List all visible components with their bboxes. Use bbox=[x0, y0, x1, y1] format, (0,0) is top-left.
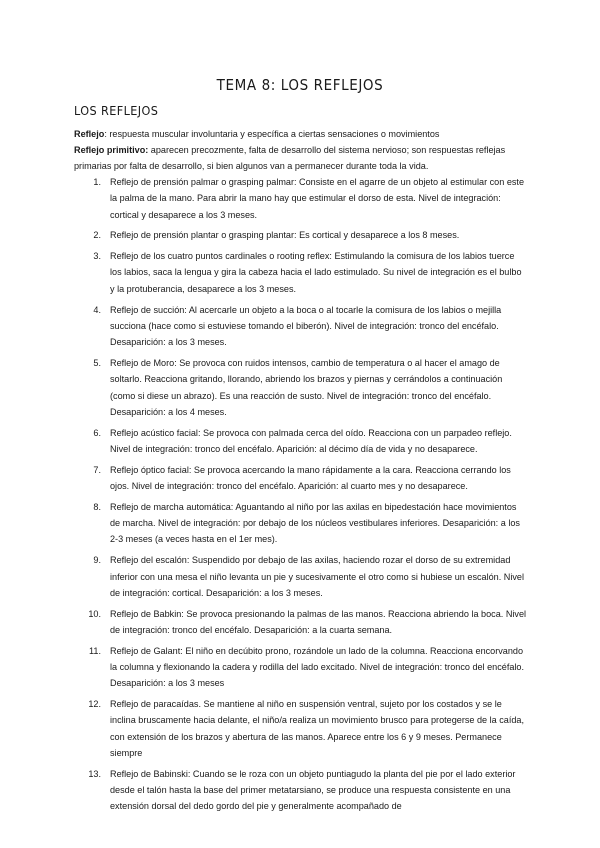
list-item bbox=[74, 425, 528, 458]
page-title: TEMA 8: LOS REFLEJOS bbox=[216, 76, 384, 94]
definitions bbox=[74, 126, 528, 175]
item-number: 8. bbox=[93, 501, 101, 512]
item-number: 5. bbox=[93, 357, 101, 368]
definition-text: aparecen precozmente, falta de desarrollo del sistema nervioso; son respuestas reflejas primarias por falta de desarrollo, si bien algunos van a permanecer durante toda la vida. bbox=[74, 145, 506, 172]
list-item bbox=[74, 606, 528, 639]
item-text: Reflejo de succión: Al acercarle un objeto a la boca o al tocarle la comisura de los labios o mejilla succiona (hace como si estuviese tomando el biberón). Nivel de integración: tronco del encéfalo. Desaparición: a los 3 meses. bbox=[110, 304, 502, 348]
definition-term: Reflejo bbox=[74, 129, 105, 139]
list-item bbox=[74, 766, 528, 815]
list-item bbox=[74, 227, 528, 243]
item-text: Reflejo de los cuatro puntos cardinales o rooting reflex: Estimulando la comisura de los labios tuerce los labios, saca la lengua y gira la cabeza hacia el lado estimulado. Su nivel de integración es el bulbo y la protuberancia, desaparece a los 3 meses. bbox=[110, 251, 522, 294]
reflex-list bbox=[74, 174, 528, 819]
item-text: Reflejo de marcha automática: Aguantando al niño por las axilas en bipedestación hace movimientos de marcha. Nivel de integración: por debajo de los núcleos vestibulares inferiores. Desaparición: a los 2-3 meses (a veces hasta en el 1er mes). bbox=[110, 501, 520, 545]
item-text: Reflejo acústico facial: Se provoca con palmada cerca del oído. Reacciona con un parpadeo reflejo. Nivel de integración: tronco del encéfalo. Aparición: al décimo día de vida y no desaparece. bbox=[110, 427, 512, 454]
list-item bbox=[74, 462, 528, 495]
item-number: 10. bbox=[88, 608, 101, 619]
definition-reflejo-primitivo bbox=[74, 142, 528, 174]
item-text: Reflejo de Galant: El niño en decúbito prono, rozándole un lado de la columna. Reacciona encorvando la columna y flexionando la cadera y rodilla del lado excitado. Nivel de integración: tronco del encéfalo. Desaparición: a los 3 meses bbox=[110, 645, 525, 689]
list-item bbox=[74, 355, 528, 420]
item-text: Reflejo del escalón: Suspendido por debajo de las axilas, haciendo rozar el dorso de su extremidad inferior con una mesa el niño levanta un pie y sucesivamente el otro como si hubiese un escalón. Nivel de integración: cortical. Desaparición: a los 3 meses. bbox=[110, 555, 524, 598]
item-number: 2. bbox=[93, 230, 101, 241]
item-number: 9. bbox=[93, 555, 101, 566]
item-number: 12. bbox=[88, 699, 101, 710]
list-item bbox=[74, 302, 528, 351]
item-text: Reflejo de prensión palmar o grasping palmar: Consiste en el agarre de un objeto al estimular con este la palma de la mano. Para abrir la mano hay que estimular el dorso de esta. Nivel de integración: cortical y desaparece a los 3 meses. bbox=[110, 177, 525, 220]
item-text: Reflejo de Moro: Se provoca con ruidos intensos, cambio de temperatura o al hacer el amago de soltarlo. Reacciona gritando, llorando, abriendo los brazos y piernas y cerrándolos a continuación (como si diese un abrazo). Es una reacción de susto. Nivel de integración: tronco del encéfalo. Desaparición: a los 4 meses. bbox=[110, 357, 503, 417]
item-number: 6. bbox=[93, 427, 101, 438]
item-number: 13. bbox=[88, 768, 101, 779]
item-number: 3. bbox=[93, 251, 101, 262]
item-text: Reflejo de Babkin: Se provoca presionando la palmas de las manos. Reacciona abriendo la boca. Nivel de integración: tronco del encéfalo. Desaparición: a la cuarta semana. bbox=[110, 608, 527, 635]
list-item bbox=[74, 696, 528, 761]
item-number: 7. bbox=[93, 464, 101, 475]
list-item bbox=[74, 499, 528, 548]
item-text: Reflejo óptico facial: Se provoca acercando la mano rápidamente a la cara. Reacciona cerrando los ojos. Nivel de integración: tronco del encéfalo. Aparición: al cuarto mes y no desaparece. bbox=[110, 464, 511, 492]
item-text: Reflejo de prensión plantar o grasping plantar: Es cortical y desaparece a los 8 meses. bbox=[110, 230, 460, 241]
definition-text: respuesta muscular involuntaria y específica a ciertas sensaciones o movimientos bbox=[106, 129, 440, 139]
item-number: 4. bbox=[93, 304, 101, 315]
list-item bbox=[74, 552, 528, 601]
item-text: Reflejo de Babinski: Cuando se le roza con un objeto puntiagudo la planta del pie por el lado exterior desde el talón hasta la base del primer metatarsiano, se produce una respuesta consistente en una extensión dorsal del dedo gordo del pie y generalmente acompañado de bbox=[110, 768, 516, 812]
definition-reflejo: Reflejo: respuesta muscular involuntaria y específica a ciertas sensaciones o movimientos bbox=[74, 129, 440, 139]
item-number: 1. bbox=[93, 177, 101, 187]
section-heading: LOS REFLEJOS bbox=[74, 103, 159, 118]
list-item bbox=[74, 174, 528, 223]
item-text: Reflejo de paracaídas. Se mantiene al niño en suspensión ventral, sujeto por los costados y se le inclina bruscamente hacia delante, el niño/a realiza un movimiento brusco para protegerse de la caída, con extensión de los brazos y abertura de las manos. Aparece entre los 6 y 9 meses. Permanece siempre bbox=[110, 699, 525, 758]
definition-term: Reflejo primitivo: bbox=[74, 145, 149, 156]
list-item bbox=[74, 248, 528, 297]
item-number: 11. bbox=[89, 645, 101, 656]
list-item bbox=[74, 643, 528, 692]
